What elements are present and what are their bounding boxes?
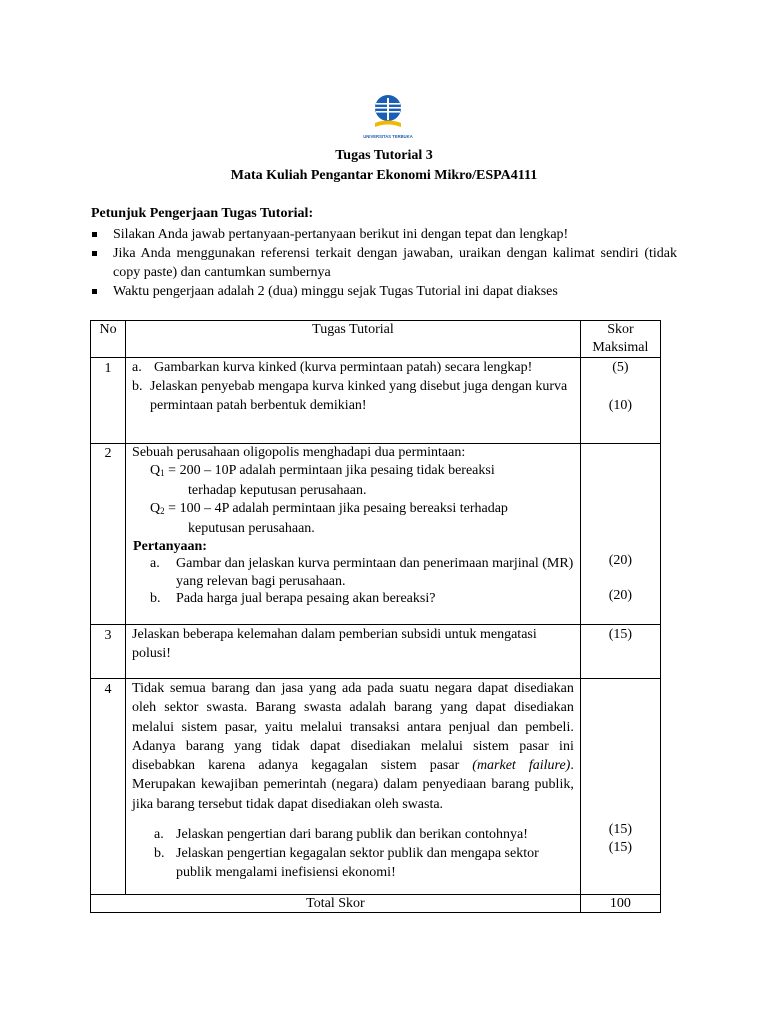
task-cell: Jelaskan beberapa kelemahan dalam pemberian subsidi untuk mengatasi polusi! bbox=[126, 625, 581, 679]
instruction-item: Jika Anda menggunakan referensi terkait dengan jawaban, uraikan dengan kalimat sendiri (tidak copy paste) dan cantumkan sumbernya bbox=[91, 244, 677, 282]
subquestion-a: a. Jelaskan pengertian dari barang publik dan berikan contohnya! bbox=[154, 827, 528, 843]
subquestion-b: b. Jelaskan pengertian kegagalan sektor publik dan mengapa sektor publik mengalami inefisiensi ekonomi! bbox=[154, 845, 539, 880]
instructions-heading: Petunjuk Pengerjaan Tugas Tutorial: bbox=[91, 206, 314, 221]
score-a: (20) bbox=[608, 553, 633, 568]
subquestion-b: b. Jelaskan penyebab mengapa kurva kinked yang disebut juga dengan kurva permintaan patah berbentuk demikian! bbox=[132, 379, 568, 413]
task-cell bbox=[126, 444, 581, 625]
header-no: No bbox=[91, 321, 126, 358]
question-label: Pertanyaan: bbox=[133, 538, 207, 554]
instruction-item: Silakan Anda jawab pertanyaan-pertanyaan berikut ini dengan tepat dan lengkap! bbox=[91, 225, 677, 244]
demand-q2-cont: keputusan perusahaan. bbox=[188, 521, 315, 536]
tasks-table bbox=[90, 320, 661, 913]
row-number: 2 bbox=[91, 444, 126, 625]
subquestion-a: a. Gambarkan kurva kinked (kurva permintaan patah) secara lengkap! bbox=[132, 360, 533, 375]
table-row bbox=[91, 444, 661, 625]
row-number: 1 bbox=[91, 358, 126, 444]
total-label: Total Skor bbox=[91, 895, 581, 913]
demand-q1: $Q_1 = 200 - 10P$ adalah permintaan jika pesaing tidak bereaksi bbox=[150, 462, 495, 478]
table-header-row bbox=[91, 321, 661, 358]
header-task: Tugas Tutorial bbox=[126, 321, 581, 358]
score-b: (10) bbox=[608, 398, 633, 413]
score-a: (15) bbox=[608, 822, 633, 837]
score-cell: (15) bbox=[580, 625, 660, 679]
instruction-item: Waktu pengerjaan adalah 2 (dua) minggu sejak Tugas Tutorial ini dapat diakses bbox=[91, 282, 677, 301]
header-score: Skor Maksimal bbox=[580, 321, 660, 358]
task-cell bbox=[126, 358, 581, 444]
subquestion-b: b. Pada harga jual berapa pesaing akan bereaksi? bbox=[150, 591, 436, 606]
table-row bbox=[91, 358, 661, 444]
page-title: Tugas Tutorial 3 bbox=[335, 148, 433, 163]
score-b: (20) bbox=[608, 588, 633, 603]
task-cell bbox=[126, 679, 581, 895]
table-row bbox=[91, 679, 661, 895]
course-title: Mata Kuliah Pengantar Ekonomi Mikro/ESPA4111 bbox=[230, 168, 538, 183]
demand-q1-cont: terhadap keputusan perusahaan. bbox=[188, 483, 367, 498]
svg-text:UNIVERSITAS TERBUKA: UNIVERSITAS TERBUKA bbox=[363, 134, 413, 139]
subquestion-a: a. Gambar dan jelaskan kurva permintaan dan penerimaan marjinal (MR) yang relevan bagi perusahaan. bbox=[150, 556, 574, 589]
table-row bbox=[91, 625, 661, 679]
row-number: 3 bbox=[91, 625, 126, 679]
score-cell bbox=[580, 679, 660, 895]
case-paragraph: Tidak semua barang dan jasa yang ada pada suatu negara dapat disediakan oleh sektor swasta. Barang swasta adalah barang yang dapat disediakan melalui sistem pasar, yaitu melalui transaksi antara penjual dan pembeli. Adanya barang yang tidak dapat disediakan melalui sistem pasar ini disebabkan karena adanya kegagalan sistem pasar (market failure). Merupakan kewajiban pemerintah (negara) dalam penyediaan barang publik, jika barang tersebut tidak dapat disediakan oleh swasta. bbox=[132, 681, 574, 812]
score-cell bbox=[580, 444, 660, 625]
score-b: (15) bbox=[608, 840, 633, 855]
total-value: 100 bbox=[580, 895, 660, 913]
score-a: (5) bbox=[612, 360, 629, 375]
demand-q2: $Q_2 = 100 - 4P$ adalah permintaan jika pesaing bereaksi terhadap bbox=[150, 500, 508, 516]
row-number: 4 bbox=[91, 679, 126, 895]
row-intro: Sebuah perusahaan oligopolis menghadapi dua permintaan: bbox=[132, 445, 466, 460]
universitas-terbuka-logo bbox=[362, 92, 414, 142]
total-row bbox=[91, 895, 661, 913]
instructions-list bbox=[91, 225, 677, 301]
score-cell bbox=[580, 358, 660, 444]
